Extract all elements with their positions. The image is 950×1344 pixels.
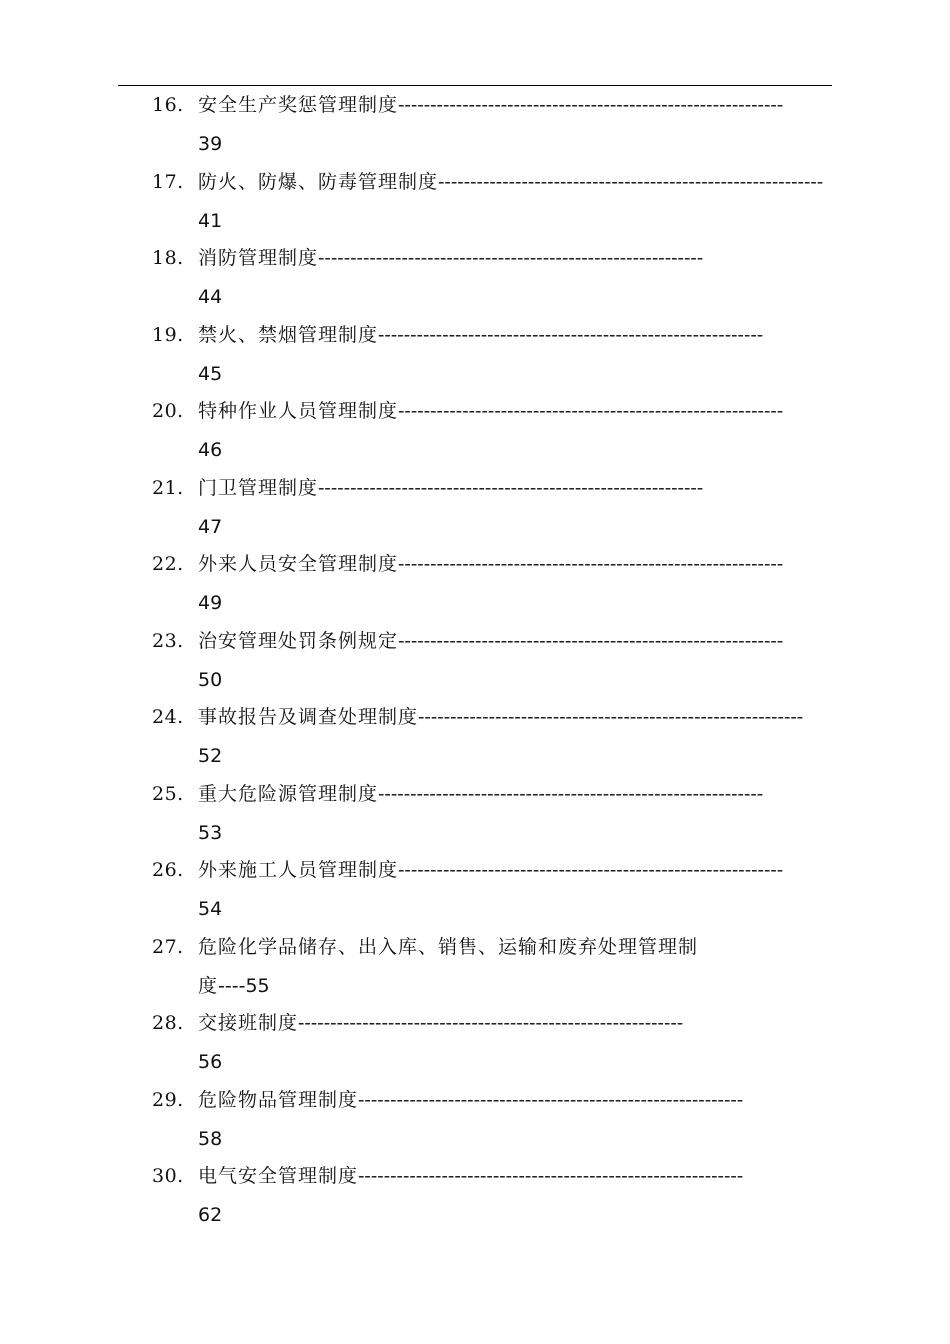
entry-title: 电气安全管理制度 bbox=[198, 1165, 359, 1187]
entry-page-number: 47 bbox=[198, 515, 223, 538]
toc-entry[interactable] bbox=[0, 627, 950, 704]
entry-page-number: 53 bbox=[198, 821, 223, 844]
leader-dashes: ------------------------------------------------------------ bbox=[318, 247, 704, 269]
toc-entry[interactable] bbox=[0, 168, 950, 245]
entry-page-number: 62 bbox=[198, 1204, 223, 1226]
leader-dashes: ------------------------------------------------------------ bbox=[378, 782, 764, 805]
toc-entry[interactable] bbox=[0, 1009, 950, 1086]
entry-page-number: 39 bbox=[198, 133, 223, 155]
leader-dashes: ------------------------------------------------------------ bbox=[418, 706, 804, 728]
entry-title: 消防管理制度 bbox=[198, 247, 319, 269]
table-of-contents bbox=[0, 91, 950, 1239]
entry-page-number: 41 bbox=[198, 209, 223, 232]
header-rule bbox=[118, 85, 832, 86]
entry-number: 24. bbox=[152, 706, 184, 728]
entry-title: 危险化学品储存、出入库、销售、运输和废弃处理管理制 bbox=[198, 935, 699, 958]
entry-number: 23. bbox=[152, 629, 184, 652]
leader-dashes: ------------------------------------------------------------ bbox=[298, 1012, 684, 1034]
leader-dashes: ---- bbox=[218, 974, 246, 997]
entry-page-number: 56 bbox=[198, 1051, 223, 1073]
toc-entry[interactable] bbox=[0, 244, 950, 321]
toc-entry[interactable] bbox=[0, 91, 950, 168]
entry-number: 20. bbox=[152, 400, 184, 422]
entry-page-number: 54 bbox=[198, 898, 223, 920]
entry-title: 外来施工人员管理制度 bbox=[198, 859, 399, 881]
toc-entry[interactable] bbox=[0, 933, 950, 1010]
entry-number: 28. bbox=[152, 1012, 184, 1034]
entry-title: 防火、防爆、防毒管理制度 bbox=[198, 170, 439, 193]
entry-number: 29. bbox=[152, 1088, 184, 1111]
toc-entry[interactable] bbox=[0, 856, 950, 933]
entry-title: 治安管理处罚条例规定 bbox=[198, 629, 399, 652]
toc-entry[interactable] bbox=[0, 550, 950, 627]
entry-page-number: 49 bbox=[198, 592, 223, 614]
entry-title: 禁火、禁烟管理制度 bbox=[198, 323, 379, 346]
leader-dashes: ------------------------------------------------------------ bbox=[398, 400, 784, 422]
entry-number: 25. bbox=[152, 782, 184, 805]
entry-number: 16. bbox=[152, 94, 184, 116]
entry-page-number: 52 bbox=[198, 745, 223, 767]
entry-title: 特种作业人员管理制度 bbox=[198, 400, 399, 422]
entry-number: 26. bbox=[152, 859, 184, 881]
leader-dashes: ------------------------------------------------------------ bbox=[358, 1165, 744, 1187]
entry-title: 事故报告及调查处理制度 bbox=[198, 706, 419, 728]
entry-title: 外来人员安全管理制度 bbox=[198, 553, 399, 575]
entry-title: 门卫管理制度 bbox=[198, 476, 319, 499]
leader-dashes: ------------------------------------------------------------ bbox=[398, 553, 784, 575]
entry-page-number: 45 bbox=[198, 362, 223, 385]
leader-dashes: ------------------------------------------------------------ bbox=[398, 629, 784, 652]
entry-number: 17. bbox=[152, 170, 184, 193]
toc-entry[interactable] bbox=[0, 321, 950, 398]
leader-dashes: ------------------------------------------------------------ bbox=[318, 476, 704, 499]
toc-entry[interactable] bbox=[0, 1086, 950, 1163]
toc-entry[interactable] bbox=[0, 780, 950, 857]
leader-dashes: ------------------------------------------------------------ bbox=[378, 323, 764, 346]
leader-dashes: ------------------------------------------------------------ bbox=[438, 170, 824, 193]
entry-number: 22. bbox=[152, 553, 184, 575]
entry-title: 重大危险源管理制度 bbox=[198, 782, 379, 805]
entry-number: 27. bbox=[152, 935, 184, 958]
toc-entry[interactable] bbox=[0, 474, 950, 551]
entry-page-number: 46 bbox=[198, 439, 223, 461]
entry-title: 交接班制度 bbox=[198, 1012, 299, 1034]
entry-number: 19. bbox=[152, 323, 184, 346]
leader-dashes: ------------------------------------------------------------ bbox=[398, 94, 784, 116]
entry-number: 21. bbox=[152, 476, 184, 499]
entry-title: 危险物品管理制度 bbox=[198, 1088, 359, 1111]
toc-entry[interactable] bbox=[0, 703, 950, 780]
entry-title: 安全生产奖惩管理制度 bbox=[198, 94, 399, 116]
entry-number: 30. bbox=[152, 1165, 184, 1187]
entry-number: 18. bbox=[152, 247, 184, 269]
toc-entry[interactable] bbox=[0, 1162, 950, 1239]
entry-page-number: 58 bbox=[198, 1127, 223, 1150]
leader-dashes: ------------------------------------------------------------ bbox=[358, 1088, 744, 1111]
entry-page-number: 44 bbox=[198, 286, 223, 308]
leader-dashes: ------------------------------------------------------------ bbox=[398, 859, 784, 881]
toc-entry[interactable] bbox=[0, 397, 950, 474]
entry-page-number: 55 bbox=[245, 974, 270, 997]
entry-page-number: 50 bbox=[198, 668, 223, 691]
entry-title-continuation: 度 bbox=[198, 974, 219, 997]
